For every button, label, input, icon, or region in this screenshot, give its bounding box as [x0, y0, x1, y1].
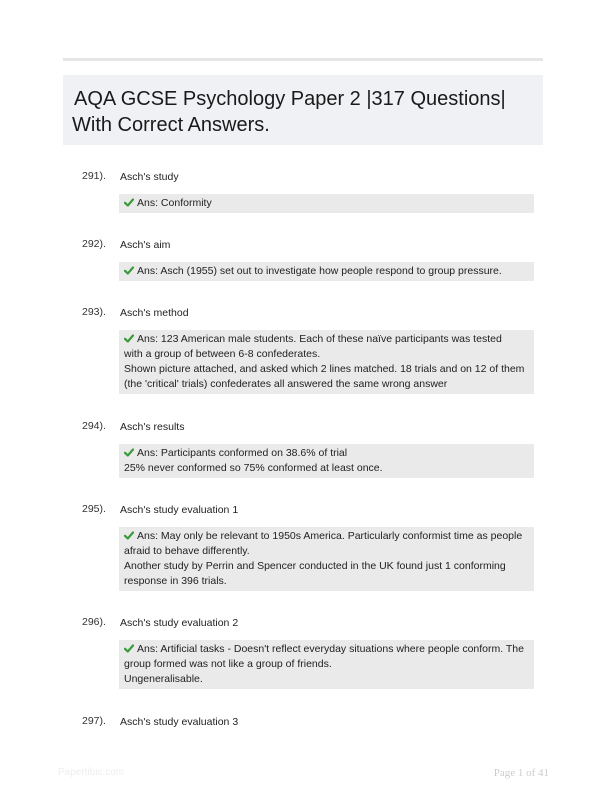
answer-line: response in 396 trials. [124, 575, 227, 587]
answer-line: group formed was not like a group of friends. [124, 658, 332, 670]
answer-line: 25% never conformed so 75% conformed at least once. [124, 462, 383, 474]
question-text: Asch's study evaluation 3 [120, 716, 239, 728]
answer-line: Shown picture attached, and asked which 2 lines matched. 18 trials and on 12 of them [124, 363, 525, 375]
question-number: 293). [82, 306, 106, 318]
question-text: Asch's study evaluation 1 [120, 504, 239, 516]
answer-box [119, 330, 534, 394]
document-title-line-1: AQA GCSE Psychology Paper 2 |317 Questions| [74, 88, 506, 110]
answer-line: with a group of between 6-8 confederates. [124, 348, 321, 360]
answer-box [119, 194, 534, 213]
document-title-banner [63, 75, 543, 145]
page-indicator: Page 1 of 41 [493, 767, 549, 779]
answer-box [119, 262, 534, 281]
question-number: 295). [82, 503, 106, 515]
question-text: Asch's method [120, 307, 189, 319]
document-title [72, 86, 535, 138]
check-icon [124, 198, 134, 207]
answer-line: afraid to behave differently. [124, 545, 250, 557]
check-icon [124, 531, 134, 540]
footer-watermark: Papertibic.com [58, 767, 125, 778]
check-icon [124, 448, 134, 457]
answer-line: Ans: 123 American male students. Each of these naïve participants was tested [124, 332, 529, 347]
answer-line: Ans: May only be relevant to 1950s America. Particularly conformist time as people [124, 529, 529, 544]
question-text: Asch's results [120, 421, 185, 433]
question-text: Asch's aim [120, 239, 171, 251]
answer-line: Ungeneralisable. [124, 673, 203, 685]
question-text: Asch's study [120, 171, 179, 183]
question-number: 297). [82, 715, 106, 727]
document-title-line-2: With Correct Answers. [72, 114, 270, 136]
check-icon [124, 266, 134, 275]
answer-line: Another study by Perrin and Spencer conducted in the UK found just 1 conforming [124, 560, 506, 572]
answer-box [119, 640, 534, 689]
answer-line: (the 'critical' trials) confederates all answered the same wrong answer [124, 378, 448, 390]
answer-line: Ans: Participants conformed on 38.6% of trial [124, 446, 529, 461]
check-icon [124, 644, 134, 653]
answer-box [119, 527, 534, 591]
question-number: 292). [82, 238, 106, 250]
question-number: 291). [82, 170, 106, 182]
top-divider [63, 58, 543, 61]
answer-line: Ans: Artificial tasks - Doesn't reflect everyday situations where people conform. The [124, 642, 529, 657]
answer-line: Ans: Asch (1955) set out to investigate how people respond to group pressure. [124, 264, 529, 279]
question-number: 296). [82, 616, 106, 628]
check-icon [124, 334, 134, 343]
answer-line: Ans: Conformity [124, 196, 529, 211]
answer-box [119, 444, 534, 478]
question-text: Asch's study evaluation 2 [120, 617, 239, 629]
question-number: 294). [82, 420, 106, 432]
